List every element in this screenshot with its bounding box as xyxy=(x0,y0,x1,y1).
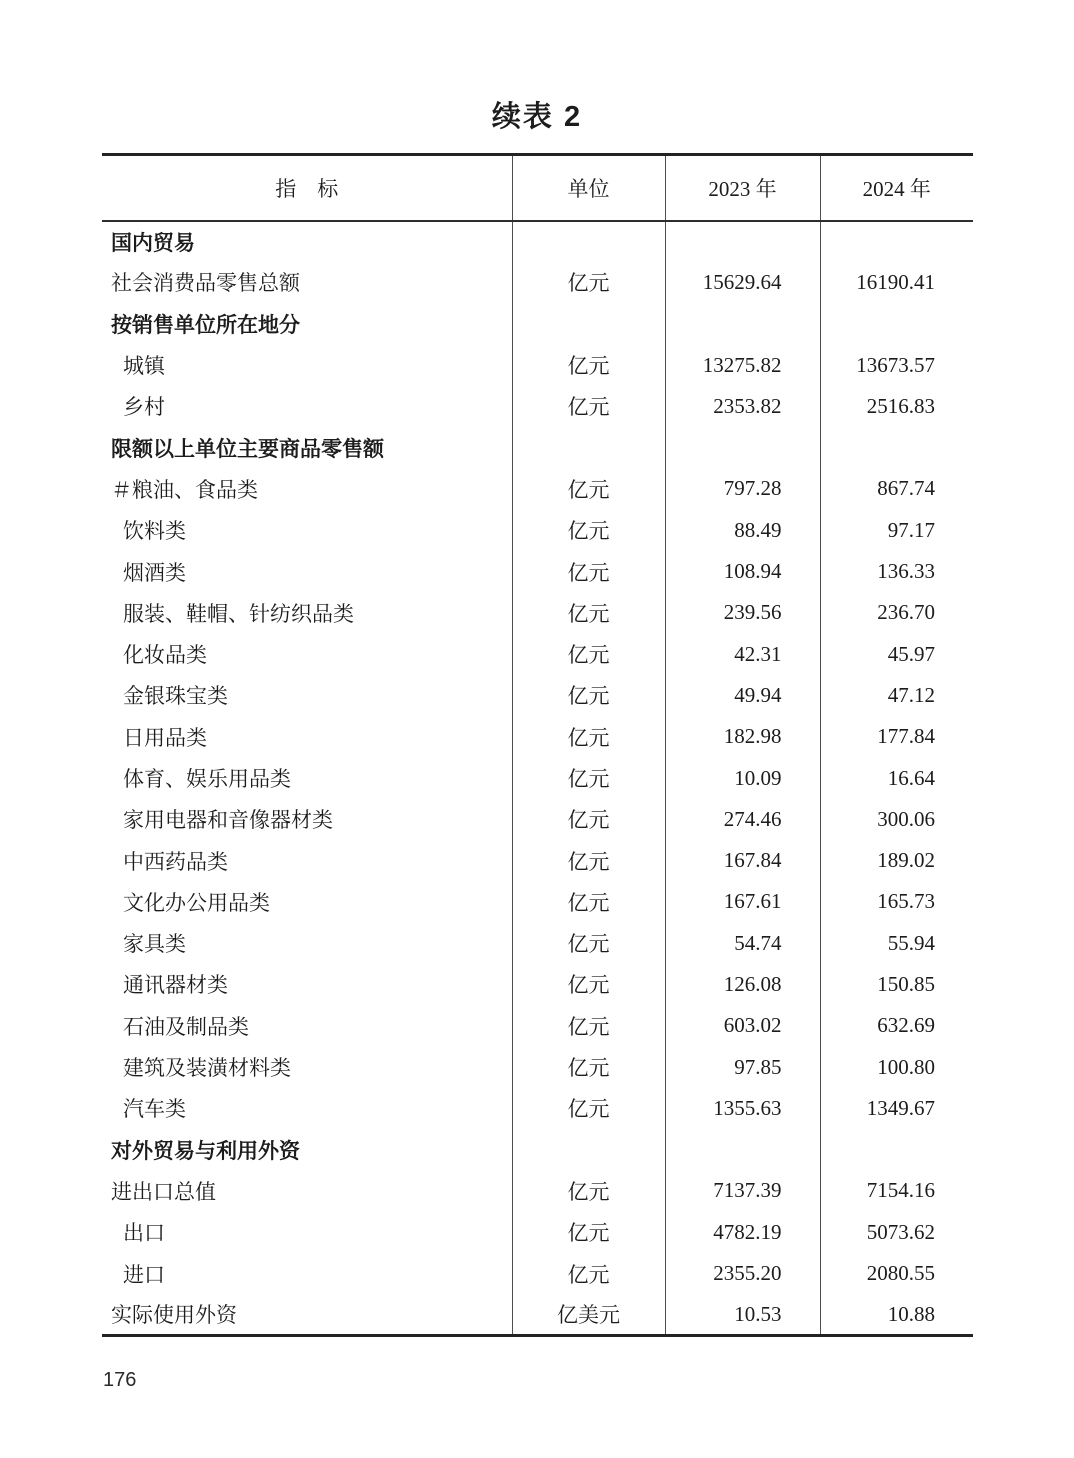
row-value-2023: 108.94 xyxy=(665,551,820,592)
row-value-2024: 55.94 xyxy=(820,923,973,964)
row-value-2023: 15629.64 xyxy=(665,262,820,303)
row-value-2024: 45.97 xyxy=(820,633,973,674)
row-unit: 亿元 xyxy=(512,675,665,716)
row-label: 文化办公用品类 xyxy=(123,890,270,915)
row-label: 实际使用外资 xyxy=(111,1303,237,1328)
row-value-2024 xyxy=(820,303,973,344)
row-unit: 亿元 xyxy=(512,1212,665,1253)
row-value-2023: 88.49 xyxy=(665,510,820,551)
row-value-2024 xyxy=(820,427,973,468)
row-value-2023: 4782.19 xyxy=(665,1212,820,1253)
row-unit: 亿元 xyxy=(512,633,665,674)
row-label: 日用品类 xyxy=(123,725,207,750)
row-unit: 亿元 xyxy=(512,510,665,551)
table-row xyxy=(102,716,973,757)
row-value-2023: 7137.39 xyxy=(665,1170,820,1211)
table-row xyxy=(102,1005,973,1046)
row-value-2024: 632.69 xyxy=(820,1005,973,1046)
row-value-2023: 54.74 xyxy=(665,923,820,964)
table-row xyxy=(102,303,973,344)
row-value-2024: 47.12 xyxy=(820,675,973,716)
table-body xyxy=(102,221,973,1336)
row-label: 按销售单位所在地分 xyxy=(111,312,300,337)
row-label: 建筑及装潢材料类 xyxy=(123,1056,291,1081)
row-value-2023 xyxy=(665,303,820,344)
row-label: 对外贸易与利用外资 xyxy=(111,1138,300,1163)
table-row xyxy=(102,221,973,262)
row-label: 饮料类 xyxy=(123,519,186,544)
row-value-2024: 300.06 xyxy=(820,799,973,840)
row-value-2024: 177.84 xyxy=(820,716,973,757)
row-unit: 亿元 xyxy=(512,881,665,922)
table-row xyxy=(102,1253,973,1294)
table-row xyxy=(102,468,973,509)
row-unit: 亿元 xyxy=(512,1046,665,1087)
row-value-2023: 797.28 xyxy=(665,468,820,509)
row-value-2024: 2516.83 xyxy=(820,386,973,427)
table-row xyxy=(102,923,973,964)
row-value-2024: 5073.62 xyxy=(820,1212,973,1253)
row-value-2023: 42.31 xyxy=(665,633,820,674)
row-unit: 亿元 xyxy=(512,551,665,592)
table-row xyxy=(102,1129,973,1170)
table-row xyxy=(102,1088,973,1129)
row-unit xyxy=(512,427,665,468)
row-label: ＃粮油、食品类 xyxy=(111,477,258,502)
row-unit: 亿元 xyxy=(512,468,665,509)
row-label: 家具类 xyxy=(123,932,186,957)
row-label: 国内贸易 xyxy=(111,230,195,255)
table-row xyxy=(102,840,973,881)
row-value-2023: 126.08 xyxy=(665,964,820,1005)
row-value-2024: 136.33 xyxy=(820,551,973,592)
table-row xyxy=(102,344,973,385)
table-row xyxy=(102,675,973,716)
row-value-2024: 7154.16 xyxy=(820,1170,973,1211)
column-header-unit: 单位 xyxy=(512,155,665,221)
table-row xyxy=(102,799,973,840)
page-number: 176 xyxy=(103,1369,137,1391)
row-value-2023 xyxy=(665,221,820,262)
row-label: 家用电器和音像器材类 xyxy=(123,808,333,833)
row-label: 进口 xyxy=(123,1262,165,1287)
row-unit: 亿元 xyxy=(512,592,665,633)
row-value-2023: 2355.20 xyxy=(665,1253,820,1294)
row-value-2024: 16190.41 xyxy=(820,262,973,303)
row-value-2024: 867.74 xyxy=(820,468,973,509)
row-value-2024: 100.80 xyxy=(820,1046,973,1087)
row-label: 中西药品类 xyxy=(123,849,228,874)
row-value-2023: 1355.63 xyxy=(665,1088,820,1129)
row-unit: 亿元 xyxy=(512,923,665,964)
row-value-2023: 97.85 xyxy=(665,1046,820,1087)
table-header xyxy=(102,155,973,221)
table-row xyxy=(102,757,973,798)
row-unit: 亿元 xyxy=(512,344,665,385)
table-row xyxy=(102,427,973,468)
table-row xyxy=(102,1046,973,1087)
row-value-2023: 10.09 xyxy=(665,757,820,798)
row-value-2024: 97.17 xyxy=(820,510,973,551)
row-value-2024: 10.88 xyxy=(820,1294,973,1335)
table-row xyxy=(102,510,973,551)
page-title: 续表 2 xyxy=(491,101,583,133)
row-value-2023: 49.94 xyxy=(665,675,820,716)
row-label: 社会消费品零售总额 xyxy=(111,271,300,296)
table-row xyxy=(102,633,973,674)
table-row xyxy=(102,551,973,592)
table-row xyxy=(102,1212,973,1253)
table-row xyxy=(102,964,973,1005)
row-value-2023: 2353.82 xyxy=(665,386,820,427)
row-value-2023 xyxy=(665,1129,820,1170)
row-label: 汽车类 xyxy=(123,1097,186,1122)
row-label: 体育、娱乐用品类 xyxy=(123,767,291,791)
row-value-2024: 2080.55 xyxy=(820,1253,973,1294)
row-label: 石油及制品类 xyxy=(123,1014,249,1039)
row-value-2024 xyxy=(820,1129,973,1170)
row-unit: 亿元 xyxy=(512,1088,665,1129)
statistics-table xyxy=(102,153,973,1337)
row-unit xyxy=(512,221,665,262)
row-label: 化妆品类 xyxy=(123,643,207,668)
row-value-2024: 13673.57 xyxy=(820,344,973,385)
row-value-2023: 167.61 xyxy=(665,881,820,922)
row-label: 乡村 xyxy=(123,395,165,420)
row-unit: 亿美元 xyxy=(512,1294,665,1335)
row-value-2024: 189.02 xyxy=(820,840,973,881)
table-row xyxy=(102,386,973,427)
row-value-2023: 167.84 xyxy=(665,840,820,881)
row-value-2024: 150.85 xyxy=(820,964,973,1005)
row-value-2023: 182.98 xyxy=(665,716,820,757)
row-label: 烟酒类 xyxy=(123,560,186,585)
row-value-2024: 236.70 xyxy=(820,592,973,633)
row-value-2024: 16.64 xyxy=(820,757,973,798)
row-label: 通讯器材类 xyxy=(123,973,228,998)
row-value-2024 xyxy=(820,221,973,262)
row-unit: 亿元 xyxy=(512,799,665,840)
row-label: 出口 xyxy=(123,1221,165,1246)
row-label: 服装、鞋帽、针纺织品类 xyxy=(123,601,354,626)
table-row xyxy=(102,881,973,922)
row-label: 限额以上单位主要商品零售额 xyxy=(111,436,384,461)
header-row xyxy=(102,155,973,221)
row-value-2023: 274.46 xyxy=(665,799,820,840)
row-value-2023: 239.56 xyxy=(665,592,820,633)
row-label: 进出口总值 xyxy=(111,1179,216,1204)
column-header-2023: 2023 年 xyxy=(665,155,820,221)
row-unit xyxy=(512,303,665,344)
row-unit: 亿元 xyxy=(512,1170,665,1211)
row-unit xyxy=(512,1129,665,1170)
row-unit: 亿元 xyxy=(512,262,665,303)
table-row xyxy=(102,1170,973,1211)
row-value-2023: 603.02 xyxy=(665,1005,820,1046)
row-label: 金银珠宝类 xyxy=(123,684,228,709)
table-row xyxy=(102,262,973,303)
row-label: 城镇 xyxy=(123,354,165,379)
row-value-2023: 13275.82 xyxy=(665,344,820,385)
row-unit: 亿元 xyxy=(512,964,665,1005)
table-row xyxy=(102,1294,973,1335)
row-value-2023 xyxy=(665,427,820,468)
row-unit: 亿元 xyxy=(512,1253,665,1294)
row-unit: 亿元 xyxy=(512,1005,665,1046)
column-header-indicator: 指 标 xyxy=(102,155,512,221)
row-unit: 亿元 xyxy=(512,386,665,427)
row-value-2024: 1349.67 xyxy=(820,1088,973,1129)
row-unit: 亿元 xyxy=(512,757,665,798)
row-unit: 亿元 xyxy=(512,840,665,881)
table-row xyxy=(102,592,973,633)
row-unit: 亿元 xyxy=(512,716,665,757)
row-value-2023: 10.53 xyxy=(665,1294,820,1335)
column-header-2024: 2024 年 xyxy=(820,155,973,221)
row-value-2024: 165.73 xyxy=(820,881,973,922)
